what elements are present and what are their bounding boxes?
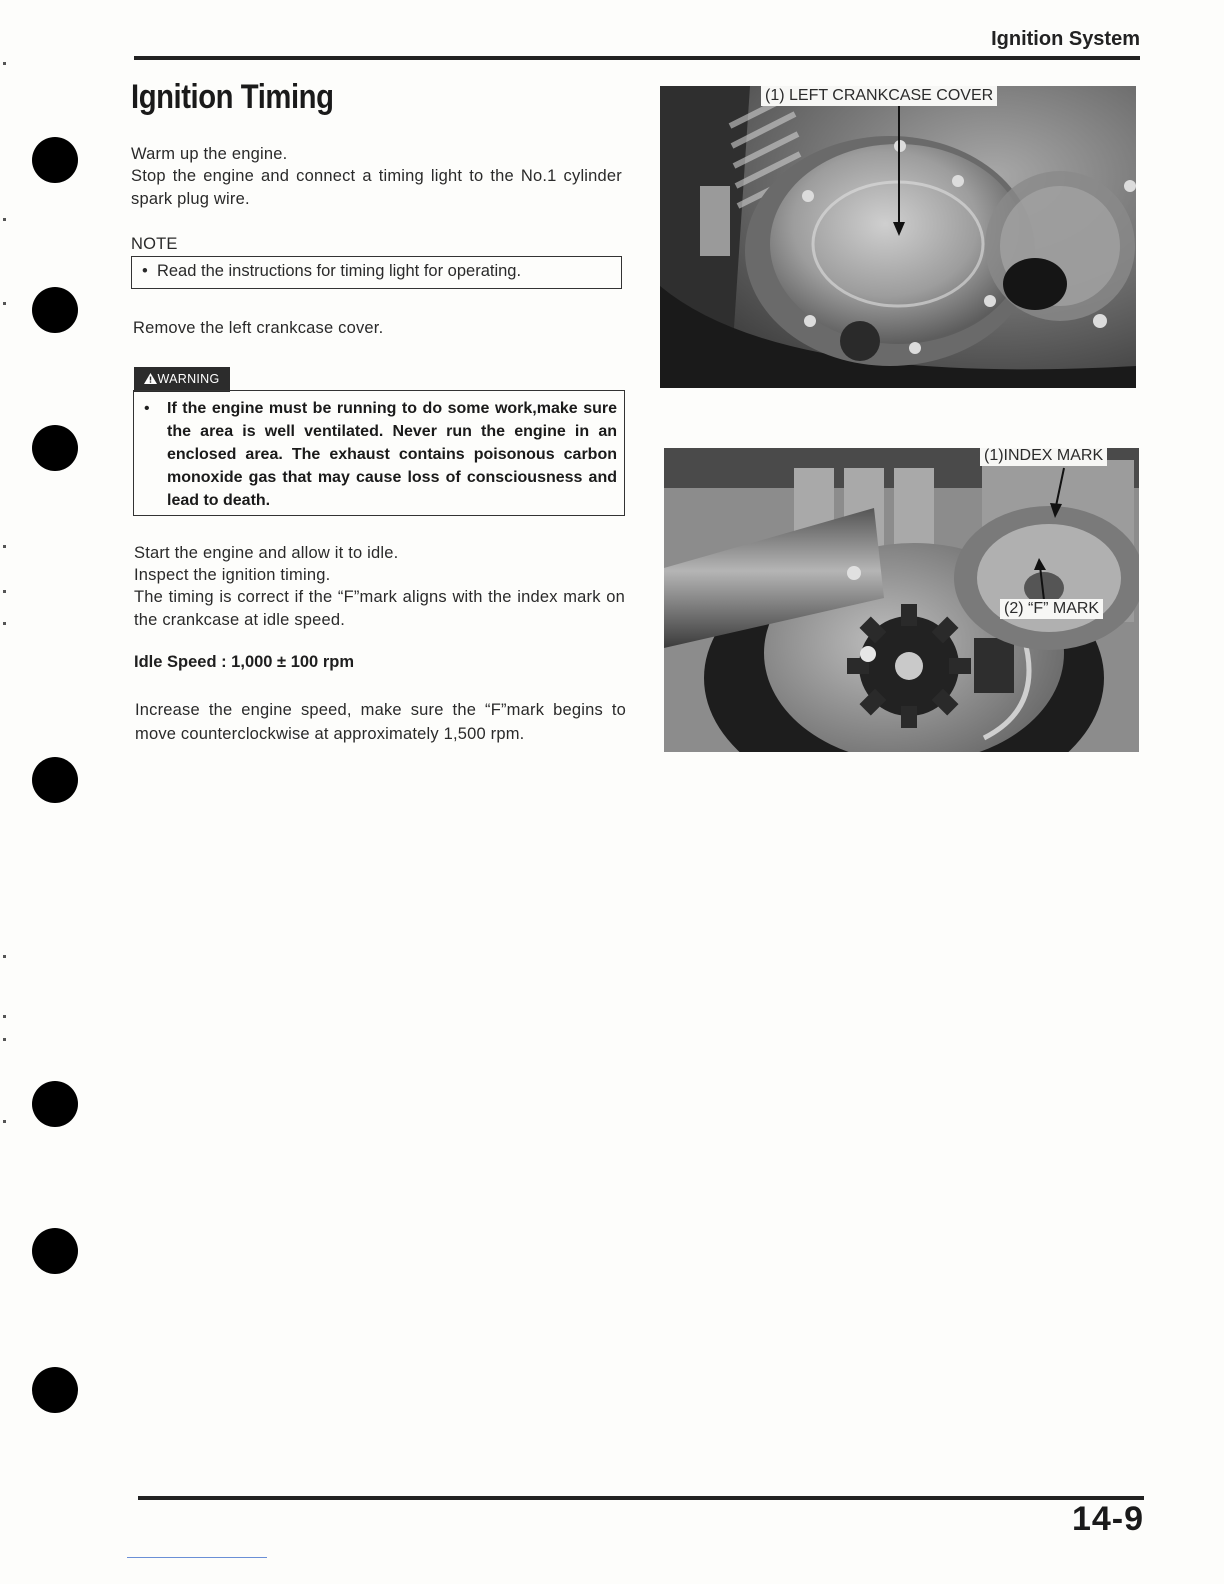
photo-image bbox=[660, 86, 1136, 388]
callout-f-mark: (2) “F” MARK bbox=[1000, 599, 1103, 619]
warning-box bbox=[133, 390, 625, 516]
binder-hole bbox=[32, 137, 78, 183]
scan-speck bbox=[3, 1038, 6, 1041]
callout-index-mark: (1)INDEX MARK bbox=[980, 448, 1107, 466]
binder-hole bbox=[32, 1228, 78, 1274]
callout-left-crankcase-cover: (1) LEFT CRANKCASE COVER bbox=[761, 86, 997, 106]
binder-hole bbox=[32, 287, 78, 333]
step-warm-up: Warm up the engine. bbox=[131, 145, 288, 163]
step-increase-speed: Increase the engine speed, make sure the “F”mark begins to move counterclockwise at approximately 1,500 rpm. bbox=[135, 701, 626, 743]
step-timing-correct: The timing is correct if the “F”mark aligns with the index mark on the crankcase at idle speed. bbox=[134, 588, 625, 629]
warning-label bbox=[134, 367, 230, 392]
step-connect-timing-light: Stop the engine and connect a timing light to the No.1 cylinder spark plug wire. bbox=[131, 167, 622, 208]
note-box bbox=[131, 256, 622, 289]
binder-hole bbox=[32, 1367, 78, 1413]
warning-triangle-icon bbox=[144, 373, 157, 384]
photo-left-crankcase-cover bbox=[660, 86, 1136, 388]
step-remove-cover: Remove the left crankcase cover. bbox=[133, 319, 384, 337]
photo-timing-marks bbox=[664, 448, 1139, 752]
scan-speck bbox=[3, 545, 6, 548]
scan-speck bbox=[3, 62, 6, 65]
scan-speck bbox=[3, 955, 6, 958]
idle-speed-spec: Idle Speed : 1,000 ± 100 rpm bbox=[134, 653, 354, 671]
note-label: NOTE bbox=[131, 235, 178, 253]
bullet-icon: • bbox=[144, 400, 150, 417]
scan-speck bbox=[3, 590, 6, 593]
scan-speck bbox=[3, 1015, 6, 1018]
binder-hole bbox=[32, 1081, 78, 1127]
binder-hole bbox=[32, 425, 78, 471]
scan-speck bbox=[3, 1120, 6, 1123]
scan-speck bbox=[3, 302, 6, 305]
bullet-icon: • bbox=[142, 262, 148, 280]
footer-rule bbox=[138, 1496, 1144, 1500]
note-text: Read the instructions for timing light for operating. bbox=[156, 262, 522, 280]
note-item bbox=[142, 262, 521, 281]
scan-speck bbox=[3, 622, 6, 625]
page-number: 14-9 bbox=[1071, 1500, 1144, 1538]
binder-hole bbox=[32, 757, 78, 803]
step-start-engine: Start the engine and allow it to idle. bbox=[134, 544, 399, 562]
page-title: Ignition Timing bbox=[131, 78, 334, 116]
scan-speck bbox=[3, 218, 6, 221]
warning-text: If the engine must be running to do some work,make sure the area is well ventilated. Never run the engine in an enclosed area. The exhaust contains poisonous carbon monoxide gas that may cause loss of consciousness and lead to death. bbox=[167, 400, 617, 509]
footer-link-line bbox=[127, 1557, 267, 1558]
section-title: Ignition System bbox=[991, 28, 1140, 50]
warning-label-text: WARNING bbox=[157, 372, 220, 386]
header-rule bbox=[134, 56, 1140, 60]
step-inspect-timing: Inspect the ignition timing. bbox=[134, 566, 331, 584]
